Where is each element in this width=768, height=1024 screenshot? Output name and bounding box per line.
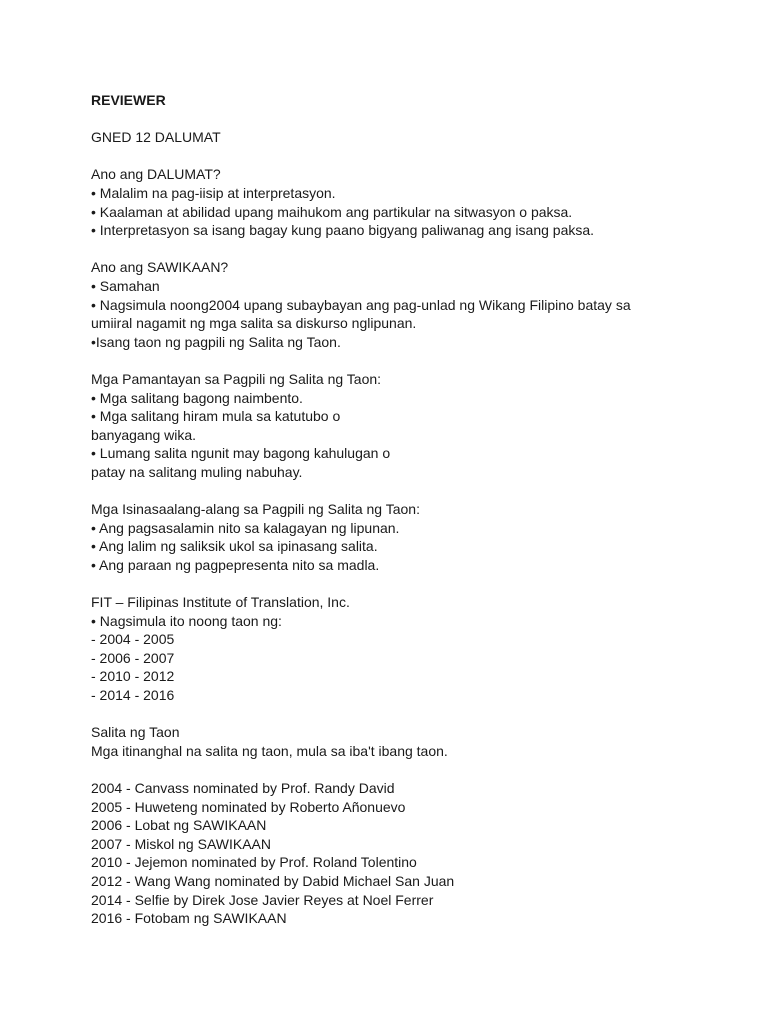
spacer: [91, 481, 731, 500]
section-heading: Ano ang SAWIKAAN?: [91, 259, 229, 276]
word-of-year-entry: 2014 - Selfie by Direk Jose Javier Reyes at Noel Ferrer: [91, 891, 434, 908]
bullet-line: • Nagsimula ito noong taon ng:: [91, 612, 282, 629]
section-heading: Salita ng Taon: [91, 724, 180, 741]
section-heading: FIT – Filipinas Institute of Translation, Inc.: [91, 594, 350, 611]
document-title: REVIEWER: [91, 92, 166, 108]
bullet-line: • Interpretasyon sa isang bagay kung paano bigyang paliwanag ang isang paksa.: [91, 222, 595, 239]
year-range-line: - 2014 - 2016: [91, 687, 175, 703]
spacer: [91, 240, 731, 259]
section-heading: Mga Isinasaalang-alang sa Pagpili ng Salita ng Taon:: [91, 501, 420, 518]
text-line: Mga itinanghal na salita ng taon, mula sa iba't ibang taon.: [91, 742, 448, 759]
bullet-line: patay na salitang muling nabuhay.: [91, 463, 303, 480]
course-title: GNED 12 DALUMAT: [91, 129, 221, 146]
word-of-year-entry: 2004 - Canvass nominated by Prof. Randy David: [91, 779, 395, 796]
spacer: [91, 351, 731, 370]
bullet-line: • Nagsimula noong2004 upang subaybayan ang pag-unlad ng Wikang Filipino batay sa: [91, 296, 631, 313]
bullet-line: • Ang lalim ng saliksik ukol sa ipinasang salita.: [91, 538, 378, 555]
spacer: [91, 574, 731, 593]
word-of-year-entry: 2012 - Wang Wang nominated by Dabid Michael San Juan: [91, 872, 455, 889]
bullet-line: • Malalim na pag-iisip at interpretasyon.: [91, 184, 336, 201]
year-range-line: - 2004 - 2005: [91, 631, 175, 648]
word-of-year-entry: 2007 - Miskol ng SAWIKAAN: [91, 835, 271, 852]
bullet-line: • Samahan: [91, 277, 160, 294]
bullet-line: • Ang pagsasalamin nito sa kalagayan ng lipunan.: [91, 519, 400, 536]
bullet-line: • Mga salitang hiram mula sa katutubo o: [91, 408, 341, 425]
word-of-year-entry: 2005 - Huweteng nominated by Roberto Añonuevo: [91, 798, 406, 815]
word-of-year-entry: 2006 - Lobat ng SAWIKAAN: [91, 817, 267, 834]
bullet-line: umiiral nagamit ng mga salita sa diskurso nglipunan.: [91, 315, 417, 332]
bullet-line: • Ang paraan ng pagpepresenta nito sa madla.: [91, 556, 380, 573]
bullet-line: banyagang wika.: [91, 426, 197, 443]
bullet-line: • Lumang salita ngunit may bagong kahulugan o: [91, 445, 391, 462]
bullet-line: •Isang taon ng pagpili ng Salita ng Taon.: [91, 333, 341, 350]
spacer: [91, 705, 731, 724]
document-content: [91, 91, 731, 928]
word-of-year-entry: 2016 - Fotobam ng SAWIKAAN: [91, 910, 287, 927]
section-heading: Mga Pamantayan sa Pagpili ng Salita ng Taon:: [91, 370, 382, 387]
spacer: [91, 147, 731, 166]
section-heading: Ano ang DALUMAT?: [91, 166, 221, 183]
spacer: [91, 110, 731, 129]
year-range-line: - 2010 - 2012: [91, 668, 175, 685]
bullet-line: • Kaalaman at abilidad upang maihukom ang partikular na sitwasyon o paksa.: [91, 203, 573, 220]
word-of-year-entry: 2010 - Jejemon nominated by Prof. Roland Tolentino: [91, 854, 417, 871]
year-range-line: - 2006 - 2007: [91, 649, 175, 666]
bullet-line: • Mga salitang bagong naimbento.: [91, 389, 303, 406]
spacer: [91, 760, 731, 779]
